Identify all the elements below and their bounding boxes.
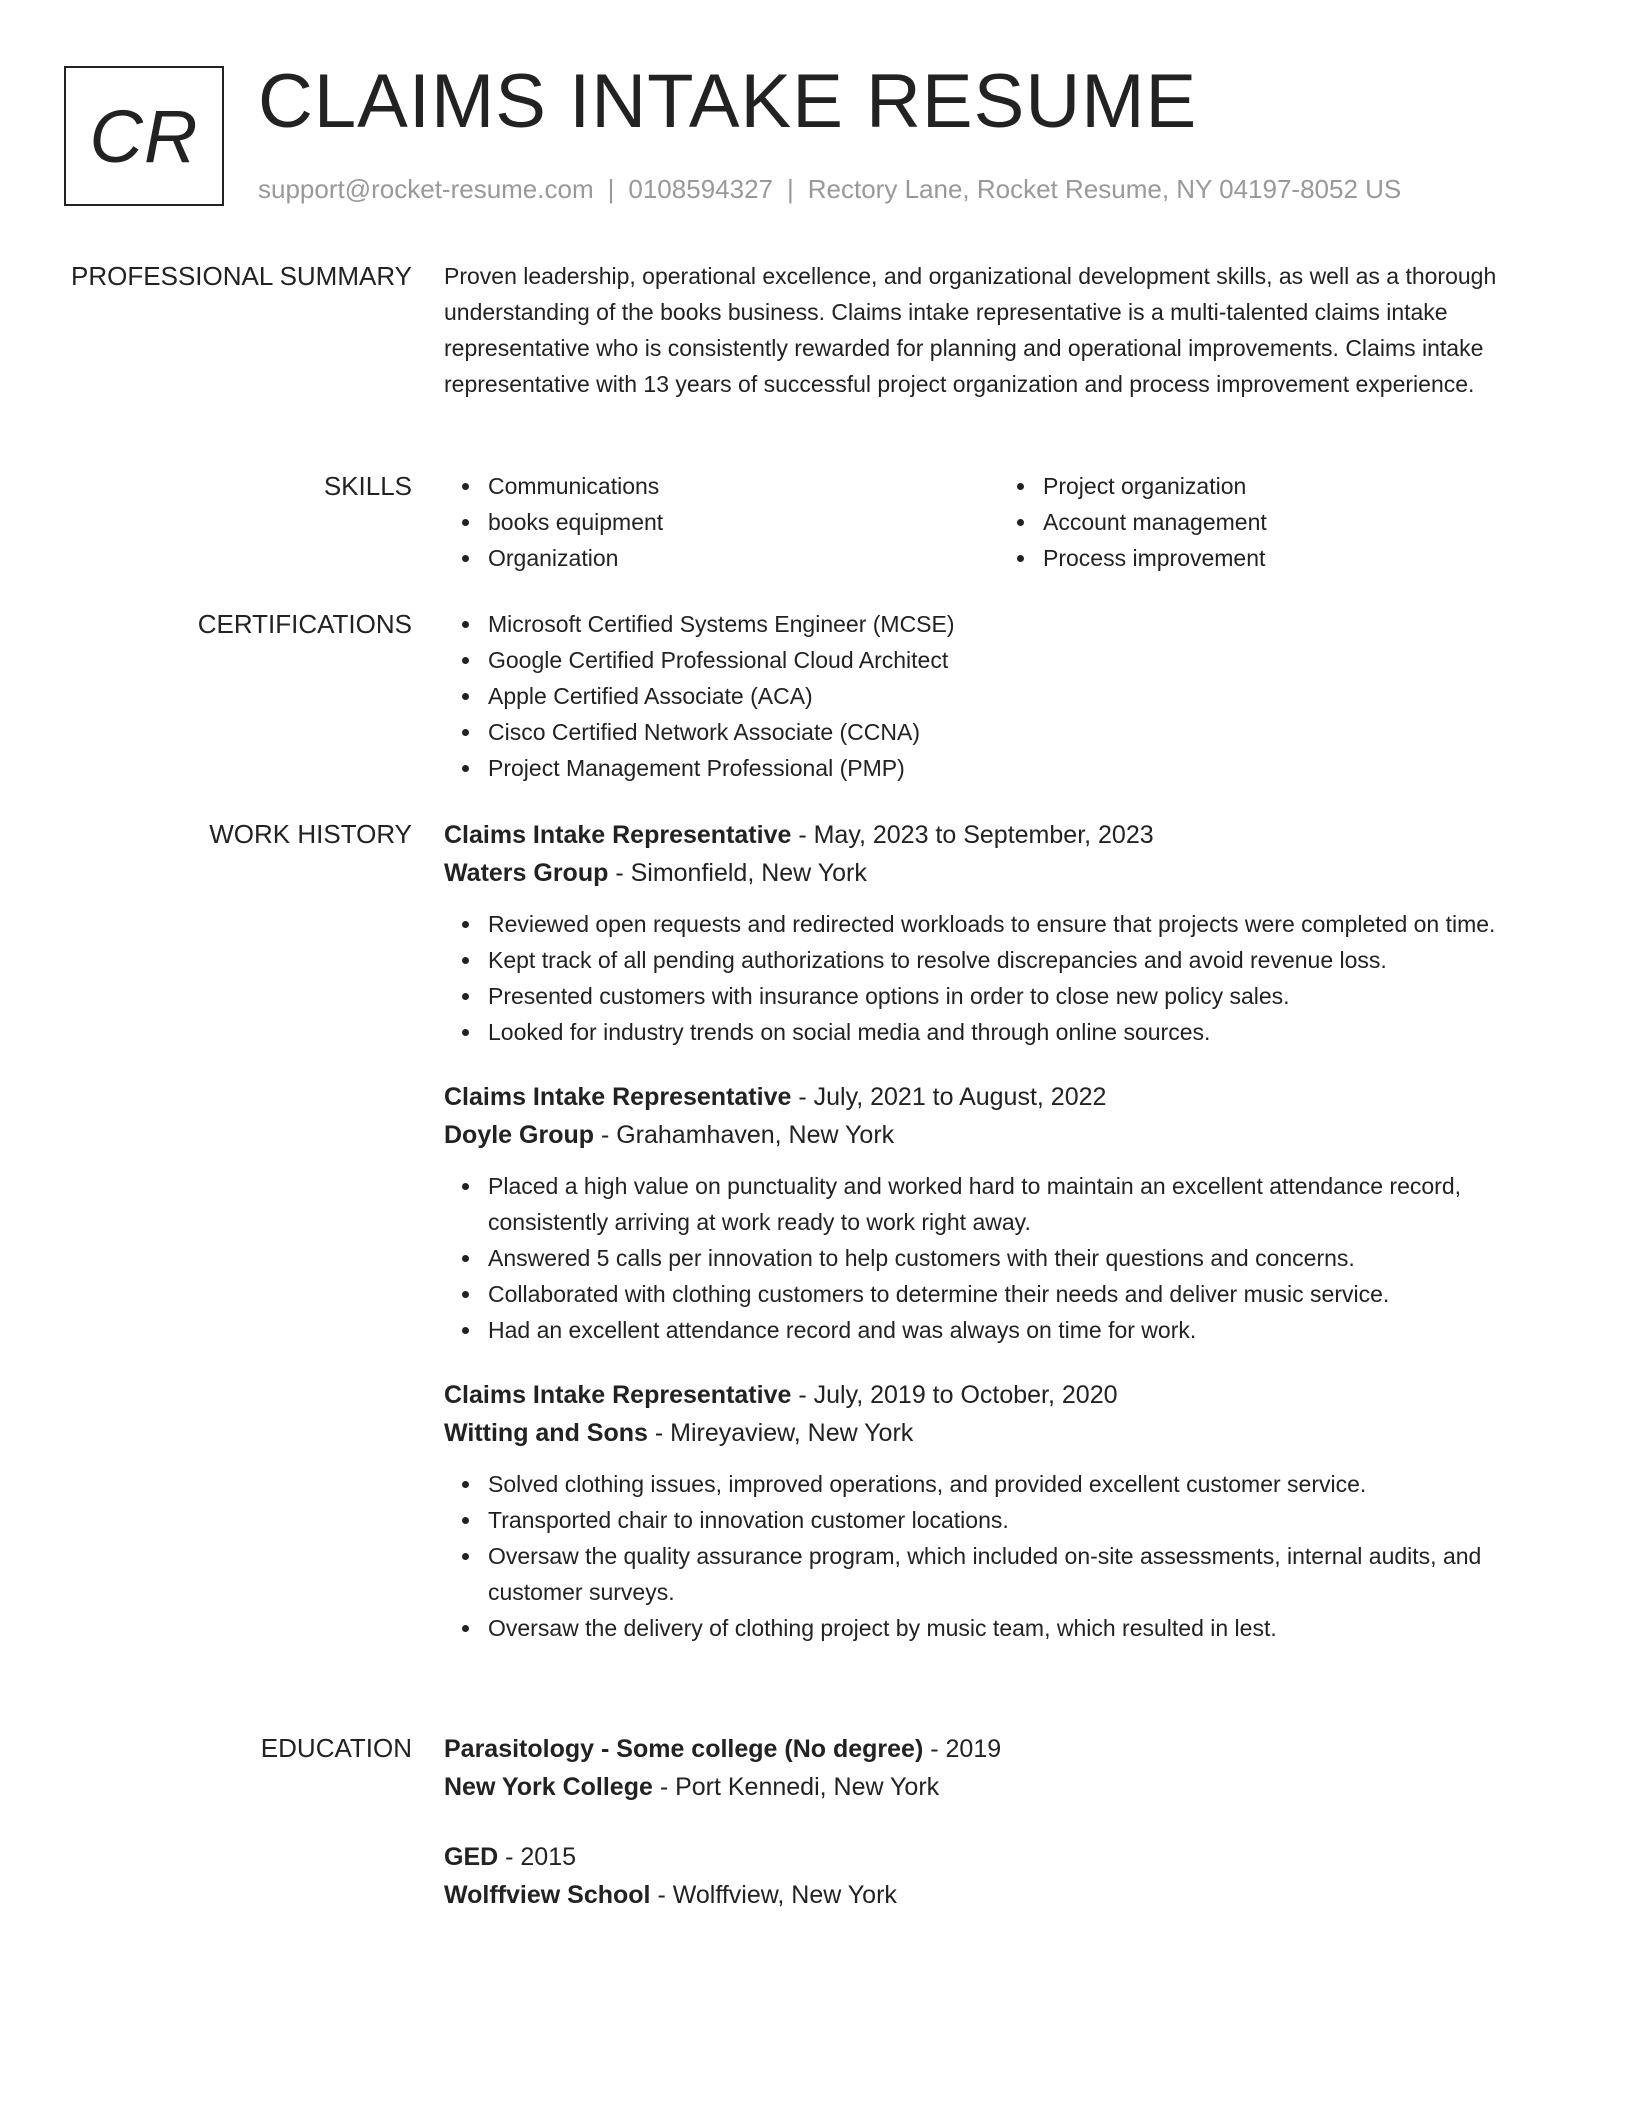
job-company-line xyxy=(444,1116,1554,1154)
job-bullet: Oversaw the delivery of clothing project by music team, which resulted in lest. xyxy=(488,1610,1554,1646)
education-degree: GED xyxy=(444,1843,499,1871)
certifications-list xyxy=(444,606,1554,786)
contact-email: support@rocket-resume.com xyxy=(258,174,594,204)
education-school-line xyxy=(444,1768,1554,1806)
job-dates: - July, 2019 to October, 2020 xyxy=(791,1381,1118,1409)
job-bullet: Presented customers with insurance options in order to close new policy sales. xyxy=(488,978,1554,1014)
certification-item: Cisco Certified Network Associate (CCNA) xyxy=(488,714,1554,750)
education-location: - Port Kennedi, New York xyxy=(652,1773,940,1801)
education-heading: EDUCATION xyxy=(260,1733,412,1763)
education-degree-line xyxy=(444,1730,1554,1768)
education-school: Wolffview School xyxy=(444,1881,651,1909)
contact-separator: | xyxy=(787,174,794,204)
contact-phone: 0108594327 xyxy=(628,174,773,204)
skills-grid xyxy=(444,468,1554,576)
job-bullet: Transported chair to innovation customer locations. xyxy=(488,1502,1554,1538)
job-bullets xyxy=(444,1168,1554,1348)
job-role: Claims Intake Representative xyxy=(444,1083,792,1111)
job-company-line xyxy=(444,1414,1554,1452)
job-title-line xyxy=(444,1376,1554,1414)
education-year: - 2015 xyxy=(498,1843,577,1871)
initials-logo xyxy=(64,66,224,206)
job-company: Doyle Group xyxy=(444,1121,595,1149)
job-role: Claims Intake Representative xyxy=(444,821,792,849)
summary-heading: PROFESSIONAL SUMMARY xyxy=(71,261,412,291)
certifications-body xyxy=(444,606,1554,786)
job-bullet: Solved clothing issues, improved operations, and provided excellent customer service. xyxy=(488,1466,1554,1502)
job-bullet: Kept track of all pending authorizations to resolve discrepancies and avoid revenue loss. xyxy=(488,942,1554,978)
education-entry xyxy=(444,1838,1554,1914)
education-school-line xyxy=(444,1876,1554,1914)
education-location: - Wolffview, New York xyxy=(650,1881,897,1909)
job-entry xyxy=(444,1078,1554,1348)
job-location: - Grahamhaven, New York xyxy=(594,1121,895,1149)
skill-item: books equipment xyxy=(488,504,999,540)
work-history-heading: WORK HISTORY xyxy=(209,819,412,849)
contact-address: Rectory Lane, Rocket Resume, NY 04197-8052 US xyxy=(807,174,1402,204)
job-company: Waters Group xyxy=(444,859,609,887)
education-degree: Parasitology - Some college (No degree) xyxy=(444,1735,924,1763)
certification-item: Apple Certified Associate (ACA) xyxy=(488,678,1554,714)
job-entry xyxy=(444,1376,1554,1646)
skills-column-2 xyxy=(999,468,1554,576)
job-bullets xyxy=(444,906,1554,1050)
skill-item: Communications xyxy=(488,468,999,504)
job-role: Claims Intake Representative xyxy=(444,1381,792,1409)
initials-text: CR xyxy=(89,94,199,178)
skill-item: Organization xyxy=(488,540,999,576)
certifications-heading: CERTIFICATIONS xyxy=(197,609,412,639)
education-entry xyxy=(444,1730,1554,1806)
certification-item: Microsoft Certified Systems Engineer (MCSE) xyxy=(488,606,1554,642)
education-year: - 2019 xyxy=(923,1735,1002,1763)
job-company: Witting and Sons xyxy=(444,1419,648,1447)
job-location: - Simonfield, New York xyxy=(608,859,867,887)
job-entry xyxy=(444,816,1554,1050)
job-bullet: Oversaw the quality assurance program, which included on-site assessments, internal audits, and customer surveys. xyxy=(488,1538,1554,1610)
education-degree-line xyxy=(444,1838,1554,1876)
job-company-line xyxy=(444,854,1554,892)
job-dates: - May, 2023 to September, 2023 xyxy=(791,821,1154,849)
certification-item: Project Management Professional (PMP) xyxy=(488,750,1554,786)
job-location: - Mireyaview, New York xyxy=(647,1419,914,1447)
job-bullets xyxy=(444,1466,1554,1646)
job-bullet: Looked for industry trends on social media and through online sources. xyxy=(488,1014,1554,1050)
skills-body xyxy=(444,468,1554,576)
skill-item: Account management xyxy=(1043,504,1554,540)
certification-item: Google Certified Professional Cloud Architect xyxy=(488,642,1554,678)
skills-column-1 xyxy=(444,468,999,576)
contact-line xyxy=(258,172,1401,206)
job-title-line xyxy=(444,816,1554,854)
skills-heading: SKILLS xyxy=(323,471,412,501)
summary-text: Proven leadership, operational excellence, and organizational development skills, as well as a thorough understanding of the books business. Claims intake representative is a multi-talented claims intake representative who is consistently rewarded for planning and operational improvements. Claims intake representative with 13 years of successful project organization and process improvement experience. xyxy=(444,263,1497,397)
skill-item: Process improvement xyxy=(1043,540,1554,576)
job-title-line xyxy=(444,1078,1554,1116)
page-title: CLAIMS INTAKE RESUME xyxy=(258,59,1198,144)
job-dates: - July, 2021 to August, 2022 xyxy=(791,1083,1107,1111)
skill-item: Project organization xyxy=(1043,468,1554,504)
job-bullet: Reviewed open requests and redirected workloads to ensure that projects were completed on time. xyxy=(488,906,1554,942)
work-history-body xyxy=(444,816,1554,1674)
job-bullet: Had an excellent attendance record and was always on time for work. xyxy=(488,1312,1554,1348)
contact-separator: | xyxy=(607,174,615,204)
job-bullet: Placed a high value on punctuality and worked hard to maintain an excellent attendance record, consistently arriving at work ready to work right away. xyxy=(488,1168,1554,1240)
job-bullet: Answered 5 calls per innovation to help customers with their questions and concerns. xyxy=(488,1240,1554,1276)
job-bullet: Collaborated with clothing customers to determine their needs and deliver music service. xyxy=(488,1276,1554,1312)
education-school: New York College xyxy=(444,1773,653,1801)
education-body xyxy=(444,1730,1554,1946)
